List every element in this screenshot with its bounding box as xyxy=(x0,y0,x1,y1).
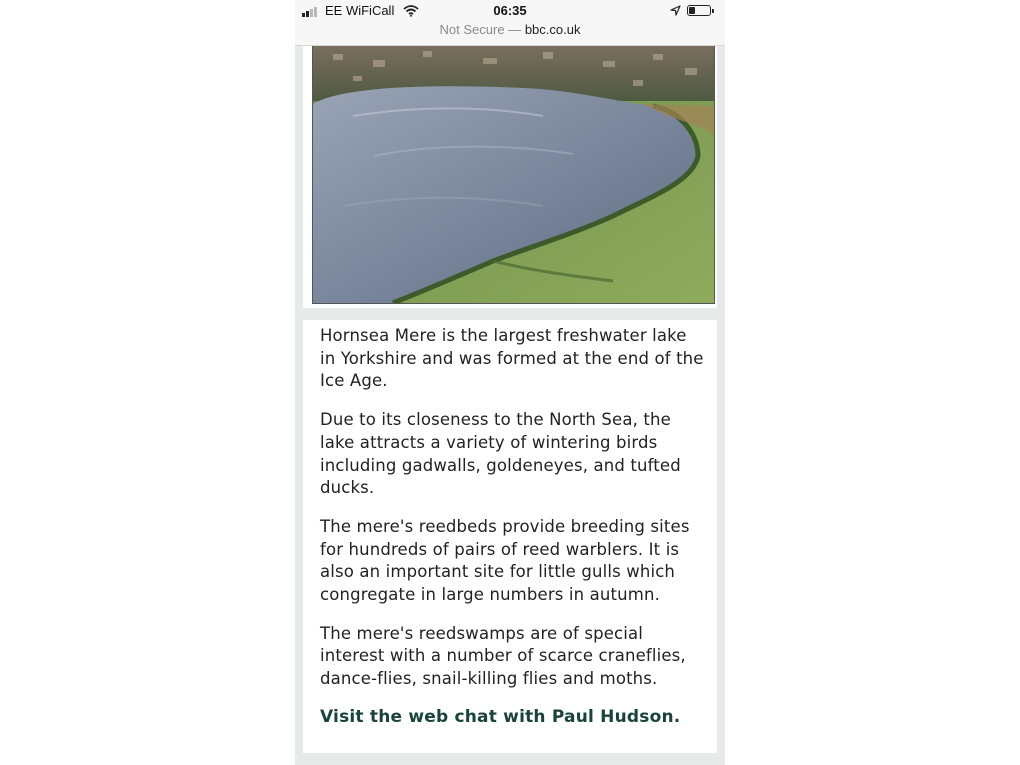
status-bar xyxy=(295,0,725,46)
page-margin-left xyxy=(295,46,303,765)
address-domain: bbc.co.uk xyxy=(524,22,581,37)
section-gap xyxy=(303,308,717,320)
paragraph-reedbeds: The mere's reedbeds provide breeding sites for hundreds of pairs of reed warblers. It is also an important site for little gulls which congregate in large numbers in autumn. xyxy=(320,516,690,605)
paragraph-intro: Hornsea Mere is the largest freshwater lake in Yorkshire and was formed at the end of the Ice Age. xyxy=(320,326,704,391)
phone-screen xyxy=(295,0,725,765)
paragraph-wintering-birds: Due to its closeness to the North Sea, the lake attracts a variety of wintering birds including gadwalls, goldeneyes, and tufted ducks. xyxy=(320,410,681,498)
address-bar[interactable] xyxy=(295,22,725,37)
lake-aerial-photo xyxy=(312,46,715,304)
status-time: 06:35 xyxy=(493,3,527,18)
page-content xyxy=(303,46,717,765)
location-arrow-icon xyxy=(670,5,681,16)
lake-photo-graphic xyxy=(313,46,714,303)
battery-icon xyxy=(687,5,711,16)
article-text-card xyxy=(312,320,714,753)
page-margin-right xyxy=(717,46,725,765)
carrier-name: EE WiFiCall xyxy=(325,3,395,18)
paragraph-reedswamps: The mere's reedswamps are of special interest with a number of scarce craneflies, dance-flies, snail-killing flies and moths. xyxy=(320,623,686,689)
address-separator: — xyxy=(504,22,525,37)
web-chat-link[interactable]: Visit the web chat with Paul Hudson. xyxy=(320,706,681,727)
page-bottom-band xyxy=(303,753,717,765)
security-indicator: Not Secure xyxy=(439,22,505,37)
